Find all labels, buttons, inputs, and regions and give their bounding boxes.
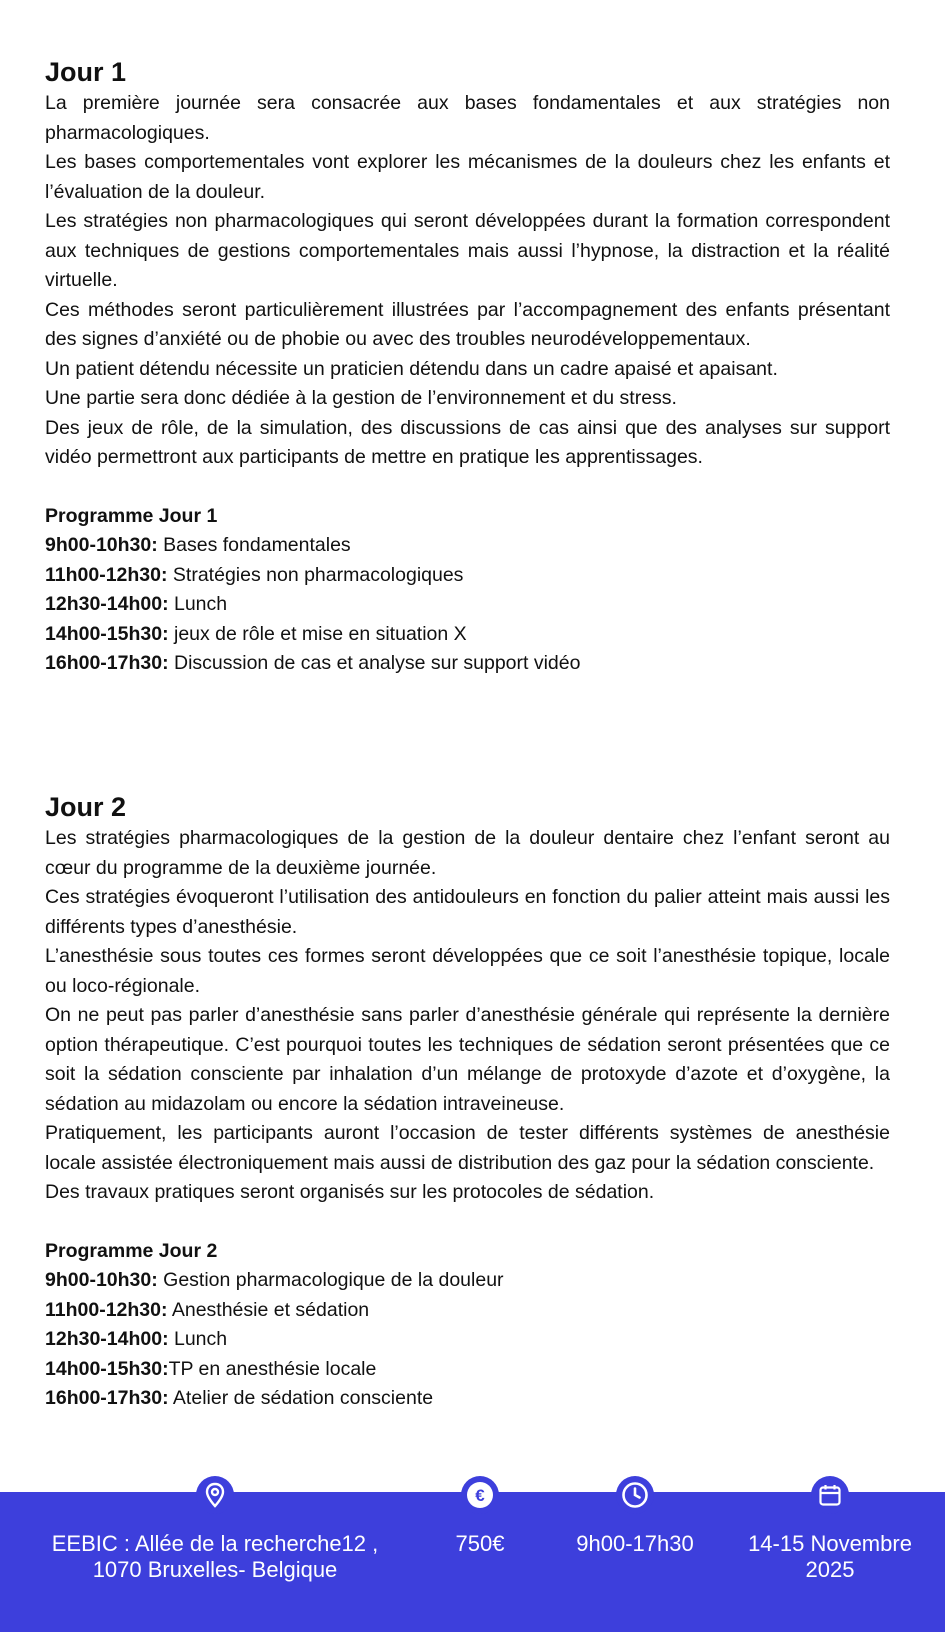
day1-paragraph: Des jeux de rôle, de la simulation, des discussions de cas ainsi que des analyses sur support vidéo permettront aux participants de mettre en pratique les apprentissages.	[45, 416, 890, 468]
program-label: Atelier de sédation consciente	[168, 1387, 434, 1409]
day1-paragraph: Une partie sera donc dédiée à la gestion de l’environnement et du stress.	[45, 387, 677, 409]
program-label: Lunch	[168, 1328, 228, 1350]
day2-paragraph: On ne peut pas parler d’anesthésie sans parler d’anesthésie générale qui représente la dernière option thérapeutique. C’est pourquoi toutes les techniques de sédation seront présentées que ce soit la sédation consciente par inhalation d’un mélange de protoxyde d’azote et d’oxygène, la sédation au midazolam ou encore la sédation intraveineuse.	[45, 1004, 890, 1115]
day1-program-item	[45, 561, 890, 591]
info-footer	[0, 1486, 945, 1632]
dates-line2: 2025	[805, 1557, 855, 1582]
program-time: 12h30-14h00:	[45, 1328, 169, 1350]
clock-icon	[616, 1476, 654, 1514]
day1-program-item	[45, 649, 890, 679]
location-line2: 1070 Bruxelles- Belgique	[92, 1557, 338, 1582]
program-time: 12h30-14h00:	[45, 593, 169, 615]
day2-program-item	[45, 1266, 890, 1296]
day2-paragraph: L’anesthésie sous toutes ces formes seront développées que ce soit l’anesthésie topique, locale ou loco-régionale.	[45, 945, 890, 997]
day2-program-title: Programme Jour 2	[45, 1239, 218, 1262]
program-time: 14h00-15h30:	[45, 622, 169, 645]
program-time: 16h00-17h30:	[45, 1387, 169, 1409]
day1-program-item	[45, 620, 890, 650]
day1-program-item	[45, 531, 890, 561]
day2-paragraph: Pratiquement, les participants auront l’occasion de tester différents systèmes de anesthésie locale assistée électroniquement mais aussi de distribution des gaz pour la sédation consciente.	[45, 1122, 890, 1174]
price-info	[420, 1486, 540, 1632]
program-time: 11h00-12h30:	[45, 1298, 168, 1321]
day1-paragraph: Les bases comportementales vont explorer les mécanismes de la douleurs chez les enfants et l’évaluation de la douleur.	[45, 151, 890, 203]
program-time: 16h00-17h30:	[45, 652, 169, 674]
dates-info	[725, 1492, 935, 1632]
program-label: Gestion pharmacologique de la douleur	[157, 1269, 504, 1291]
hours-text: 9h00-17h30	[576, 1531, 694, 1556]
program-time: 9h00-10h30:	[45, 1269, 158, 1291]
day2-program-item	[45, 1325, 890, 1355]
euro-icon	[461, 1476, 499, 1514]
dates-line1: 14-15 Novembre	[748, 1531, 912, 1556]
program-label: TP en anesthésie locale	[168, 1357, 377, 1380]
day2-program-item	[45, 1296, 890, 1326]
day1-paragraph: Un patient détendu nécessite un praticien détendu dans un cadre apaisé et apaisant.	[45, 357, 778, 380]
day2-section	[45, 790, 890, 1414]
price-text: 750€	[455, 1531, 505, 1556]
program-time: 11h00-12h30:	[45, 563, 168, 586]
day1-program-item	[45, 590, 890, 620]
program-time: 9h00-10h30:	[45, 534, 158, 556]
day2-paragraph: Les stratégies pharmacologiques de la gestion de la douleur dentaire chez l’enfant seront au cœur du programme de la deuxième journée.	[45, 827, 890, 879]
program-label: Discussion de cas et analyse sur support vidéo	[168, 652, 581, 674]
day1-title: Jour 1	[45, 57, 127, 87]
day2-program-item	[45, 1384, 890, 1414]
day1-paragraph: Les stratégies non pharmacologiques qui seront développées durant la formation correspondent aux techniques de gestions comportementales mais aussi l’hypnose, la distraction et la réalité virtuelle.	[45, 210, 890, 291]
program-label: jeux de rôle et mise en situation X	[168, 622, 467, 645]
day2-paragraph: Ces stratégies évoqueront l’utilisation des antidouleurs en fonction du palier atteint mais aussi les différents types d’anesthésie.	[45, 886, 890, 938]
program-label: Anesthésie et sédation	[167, 1298, 370, 1321]
location-line1: EEBIC : Allée de la recherche12 ,	[51, 1531, 379, 1556]
day1-paragraph: La première journée sera consacrée aux bases fondamentales et aux stratégies non pharmacologiques.	[45, 92, 890, 144]
hours-info	[560, 1492, 710, 1632]
day2-paragraph: Des travaux pratiques seront organisés sur les protocoles de sédation.	[45, 1181, 655, 1203]
day1-paragraph: Ces méthodes seront particulièrement illustrées par l’accompagnement des enfants présentant des signes d’anxiété ou de phobie ou avec des troubles neurodéveloppementaux.	[45, 298, 890, 350]
program-label: Bases fondamentales	[157, 534, 351, 556]
day2-program-item	[45, 1355, 890, 1385]
location-info	[30, 1492, 400, 1632]
day1-program-title: Programme Jour 1	[45, 504, 218, 527]
program-label: Stratégies non pharmacologiques	[167, 563, 464, 586]
program-label: Lunch	[168, 593, 228, 615]
day2-title: Jour 2	[45, 792, 127, 822]
calendar-icon	[811, 1476, 849, 1514]
day1-section	[45, 55, 890, 679]
svg-text:€: €	[475, 1486, 485, 1505]
program-time: 14h00-15h30:	[45, 1357, 169, 1380]
map-pin-icon	[196, 1476, 234, 1514]
